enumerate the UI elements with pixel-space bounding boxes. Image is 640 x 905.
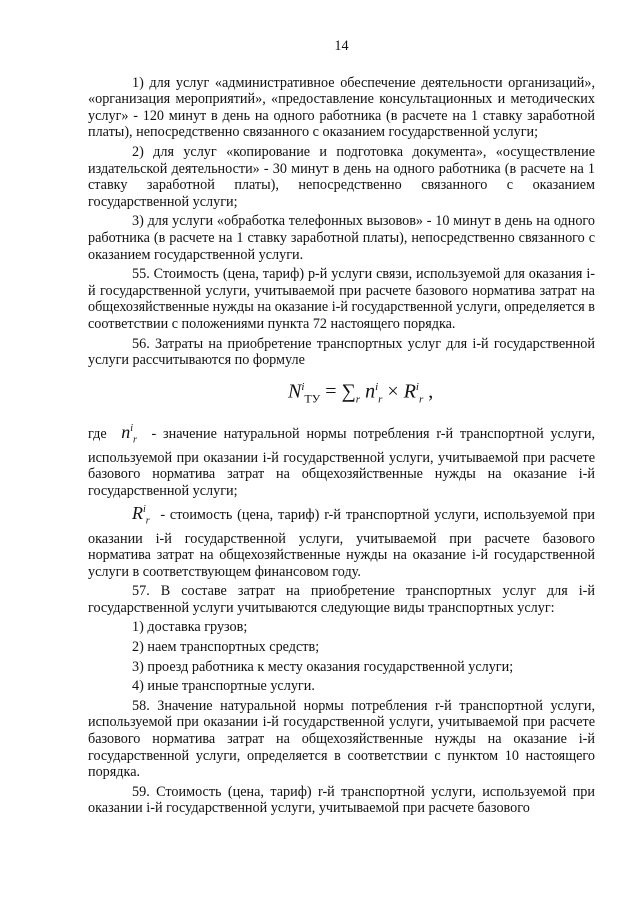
- list-item-4: 4) иные транспортные услуги.: [132, 678, 315, 695]
- paragraph-1: 1) для услуг «административное обеспечение деятельности организаций», «организация мероприятий», «предоставление консультационных и методических услуг» - 120 минут в день на одного работника (в расчете на 1 ставку заработной платы), непосредственно связанного с оказанием государственной услуги;: [88, 74, 595, 141]
- list-item-1: 1) доставка грузов;: [132, 619, 248, 636]
- paragraph-58: 58. Значение натуральной нормы потребления r-й транспортной услуги, используемой при оказании i-й государственной услуги, учитываемой при расчете базового норматива затрат на общехозяйственные нужды на оказание i-й государственной услуги, определяется в соответствии с пунктом 10 настоящего порядка.: [88, 697, 595, 781]
- r-variable-symbol: $R^i_r$: [132, 503, 150, 527]
- n-variable-symbol: $n^i_r$: [113, 422, 137, 446]
- where-r-definition: [88, 502, 595, 580]
- paragraph-3: 3) для услуги «обработка телефонных вызовов» - 10 минут в день на одного работника (в расчете на 1 ставку заработной платы), непосредственно связанного с оказанием государственной услуги.: [88, 213, 595, 263]
- paragraph-59: 59. Стоимость (цена, тариф) r-й транспортной услуги, используемой при оказании i-й государственной услуги, учитываемой при расчете базового: [88, 783, 595, 817]
- where-n-definition: [88, 421, 595, 499]
- r-variable-text: - стоимость (цена, тариф) r-й транспортной услуги, используемой при оказании i-й государственной услуги, учитываемой при расчете базового норматива затрат на общехозяйственные нужды на оказание i-й государственной услуги в соответствующем финансовом году.: [88, 507, 596, 580]
- paragraph-2: 2) для услуг «копирование и подготовка документа», «осуществление издательской деятельности» - 30 минут в день на одного работника (в расчете на 1 ставку заработной платы), непосредственно связанного с оказанием государственной услуги;: [88, 143, 595, 210]
- paragraph-56: 56. Затраты на приобретение транспортных услуг для i-й государственной услуги рассчитываются по формуле: [88, 335, 595, 369]
- where-word: где: [88, 426, 107, 443]
- list-item-3: 3) проезд работника к месту оказания государственной услуги;: [132, 658, 514, 675]
- list-item-2: 2) наем транспортных средств;: [132, 639, 320, 656]
- transport-cost-formula: $N^i_{ТУ} = \sum_r$ $n^i_r \times R^i_r$ ,: [288, 380, 434, 406]
- paragraph-57: 57. В составе затрат на приобретение транспортных услуг для i-й государственной услуги учитываются следующие виды транспортных услуг:: [88, 583, 595, 616]
- paragraph-55: 55. Стоимость (цена, тариф) p-й услуги связи, используемой для оказания i-й государственной услуги, учитываемой при расчете базового норматива затрат на общехозяйственные нужды на оказание i-й государственной услуги, определяется в соответствии с положениями пункта 72 настоящего порядка.: [88, 266, 596, 332]
- page-number: 14: [334, 38, 349, 54]
- n-variable-text: - значение натуральной нормы потребления r-й транспортной услуги, используемой при оказании i-й государственной услуги, учитываемой при расчете базового норматива затрат на общехозяйственные нужды на оказание i-й государственной услуги;: [88, 426, 595, 499]
